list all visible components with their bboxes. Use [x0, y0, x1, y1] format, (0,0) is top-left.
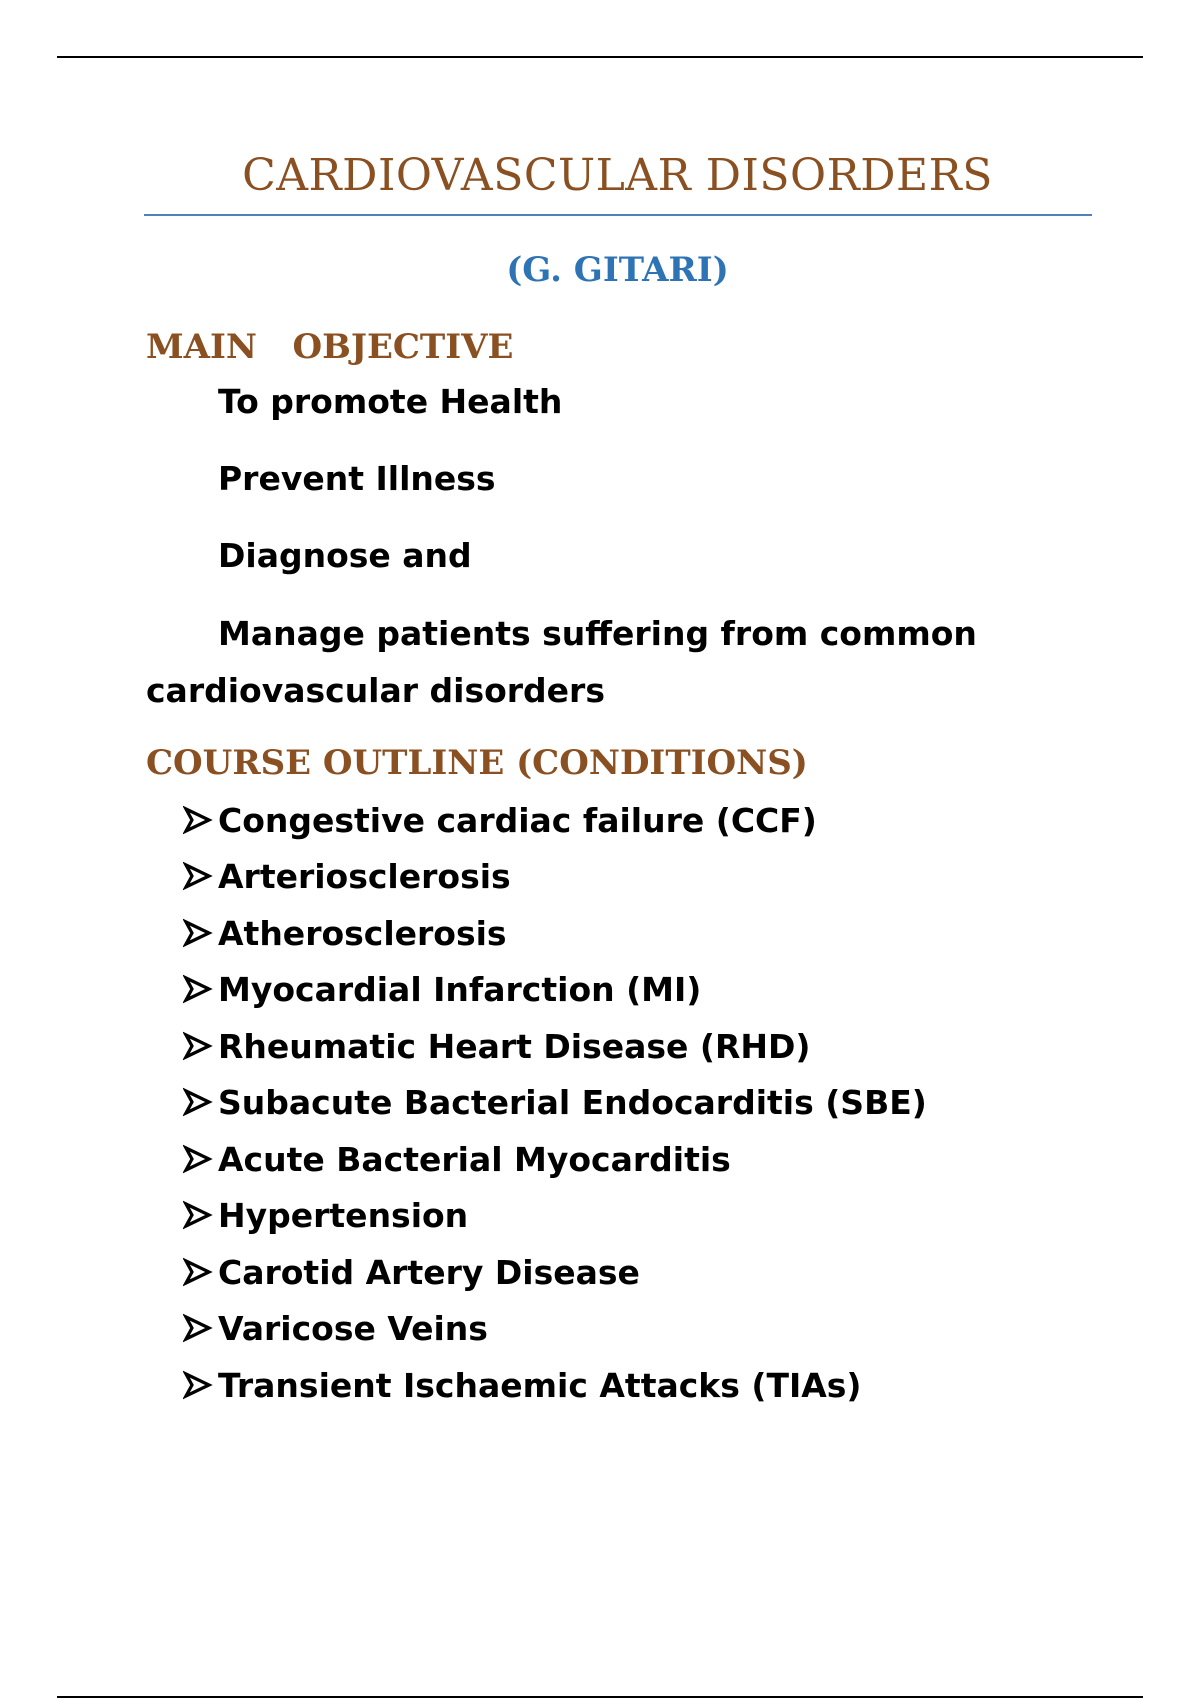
condition-label: Atherosclerosis: [218, 914, 507, 953]
arrow-bullet-icon: [183, 969, 213, 1009]
course-outline-heading: COURSE OUTLINE (CONDITIONS): [146, 743, 808, 783]
arrow-bullet-icon: [183, 1139, 213, 1179]
condition-label: Transient Ischaemic Attacks (TIAs): [218, 1366, 862, 1405]
objective-item: Diagnose and: [218, 536, 472, 575]
objective-item: Manage patients suffering from common: [218, 614, 977, 653]
condition-label: Arteriosclerosis: [218, 857, 511, 896]
page-bottom-rule: [57, 1696, 1143, 1698]
arrow-bullet-icon: [183, 800, 213, 840]
condition-label: Carotid Artery Disease: [218, 1253, 640, 1292]
condition-label: Rheumatic Heart Disease (RHD): [218, 1027, 811, 1066]
arrow-bullet-icon: [183, 856, 213, 896]
condition-label: Congestive cardiac failure (CCF): [218, 801, 817, 840]
condition-label: Hypertension: [218, 1196, 469, 1235]
objective-item: To promote Health: [218, 382, 563, 421]
objective-item: Prevent Illness: [218, 459, 496, 498]
condition-label: Varicose Veins: [218, 1309, 488, 1348]
arrow-bullet-icon: [183, 1082, 213, 1122]
document-title: CARDIOVASCULAR DISORDERS: [242, 150, 993, 201]
arrow-bullet-icon: [183, 1026, 213, 1066]
document-author: (G. GITARI): [506, 250, 729, 290]
condition-label: Subacute Bacterial Endocarditis (SBE): [218, 1083, 927, 1122]
arrow-bullet-icon: [183, 1365, 213, 1405]
page-top-rule: [57, 56, 1143, 58]
condition-label: Myocardial Infarction (MI): [218, 970, 702, 1009]
main-objective-heading: MAIN OBJECTIVE: [146, 327, 514, 367]
arrow-bullet-icon: [183, 1195, 213, 1235]
objective-item-continuation: cardiovascular disorders: [146, 671, 605, 710]
arrow-bullet-icon: [183, 1252, 213, 1292]
arrow-bullet-icon: [183, 1308, 213, 1348]
arrow-bullet-icon: [183, 913, 213, 953]
title-underline: [144, 214, 1092, 216]
condition-label: Acute Bacterial Myocarditis: [218, 1140, 731, 1179]
